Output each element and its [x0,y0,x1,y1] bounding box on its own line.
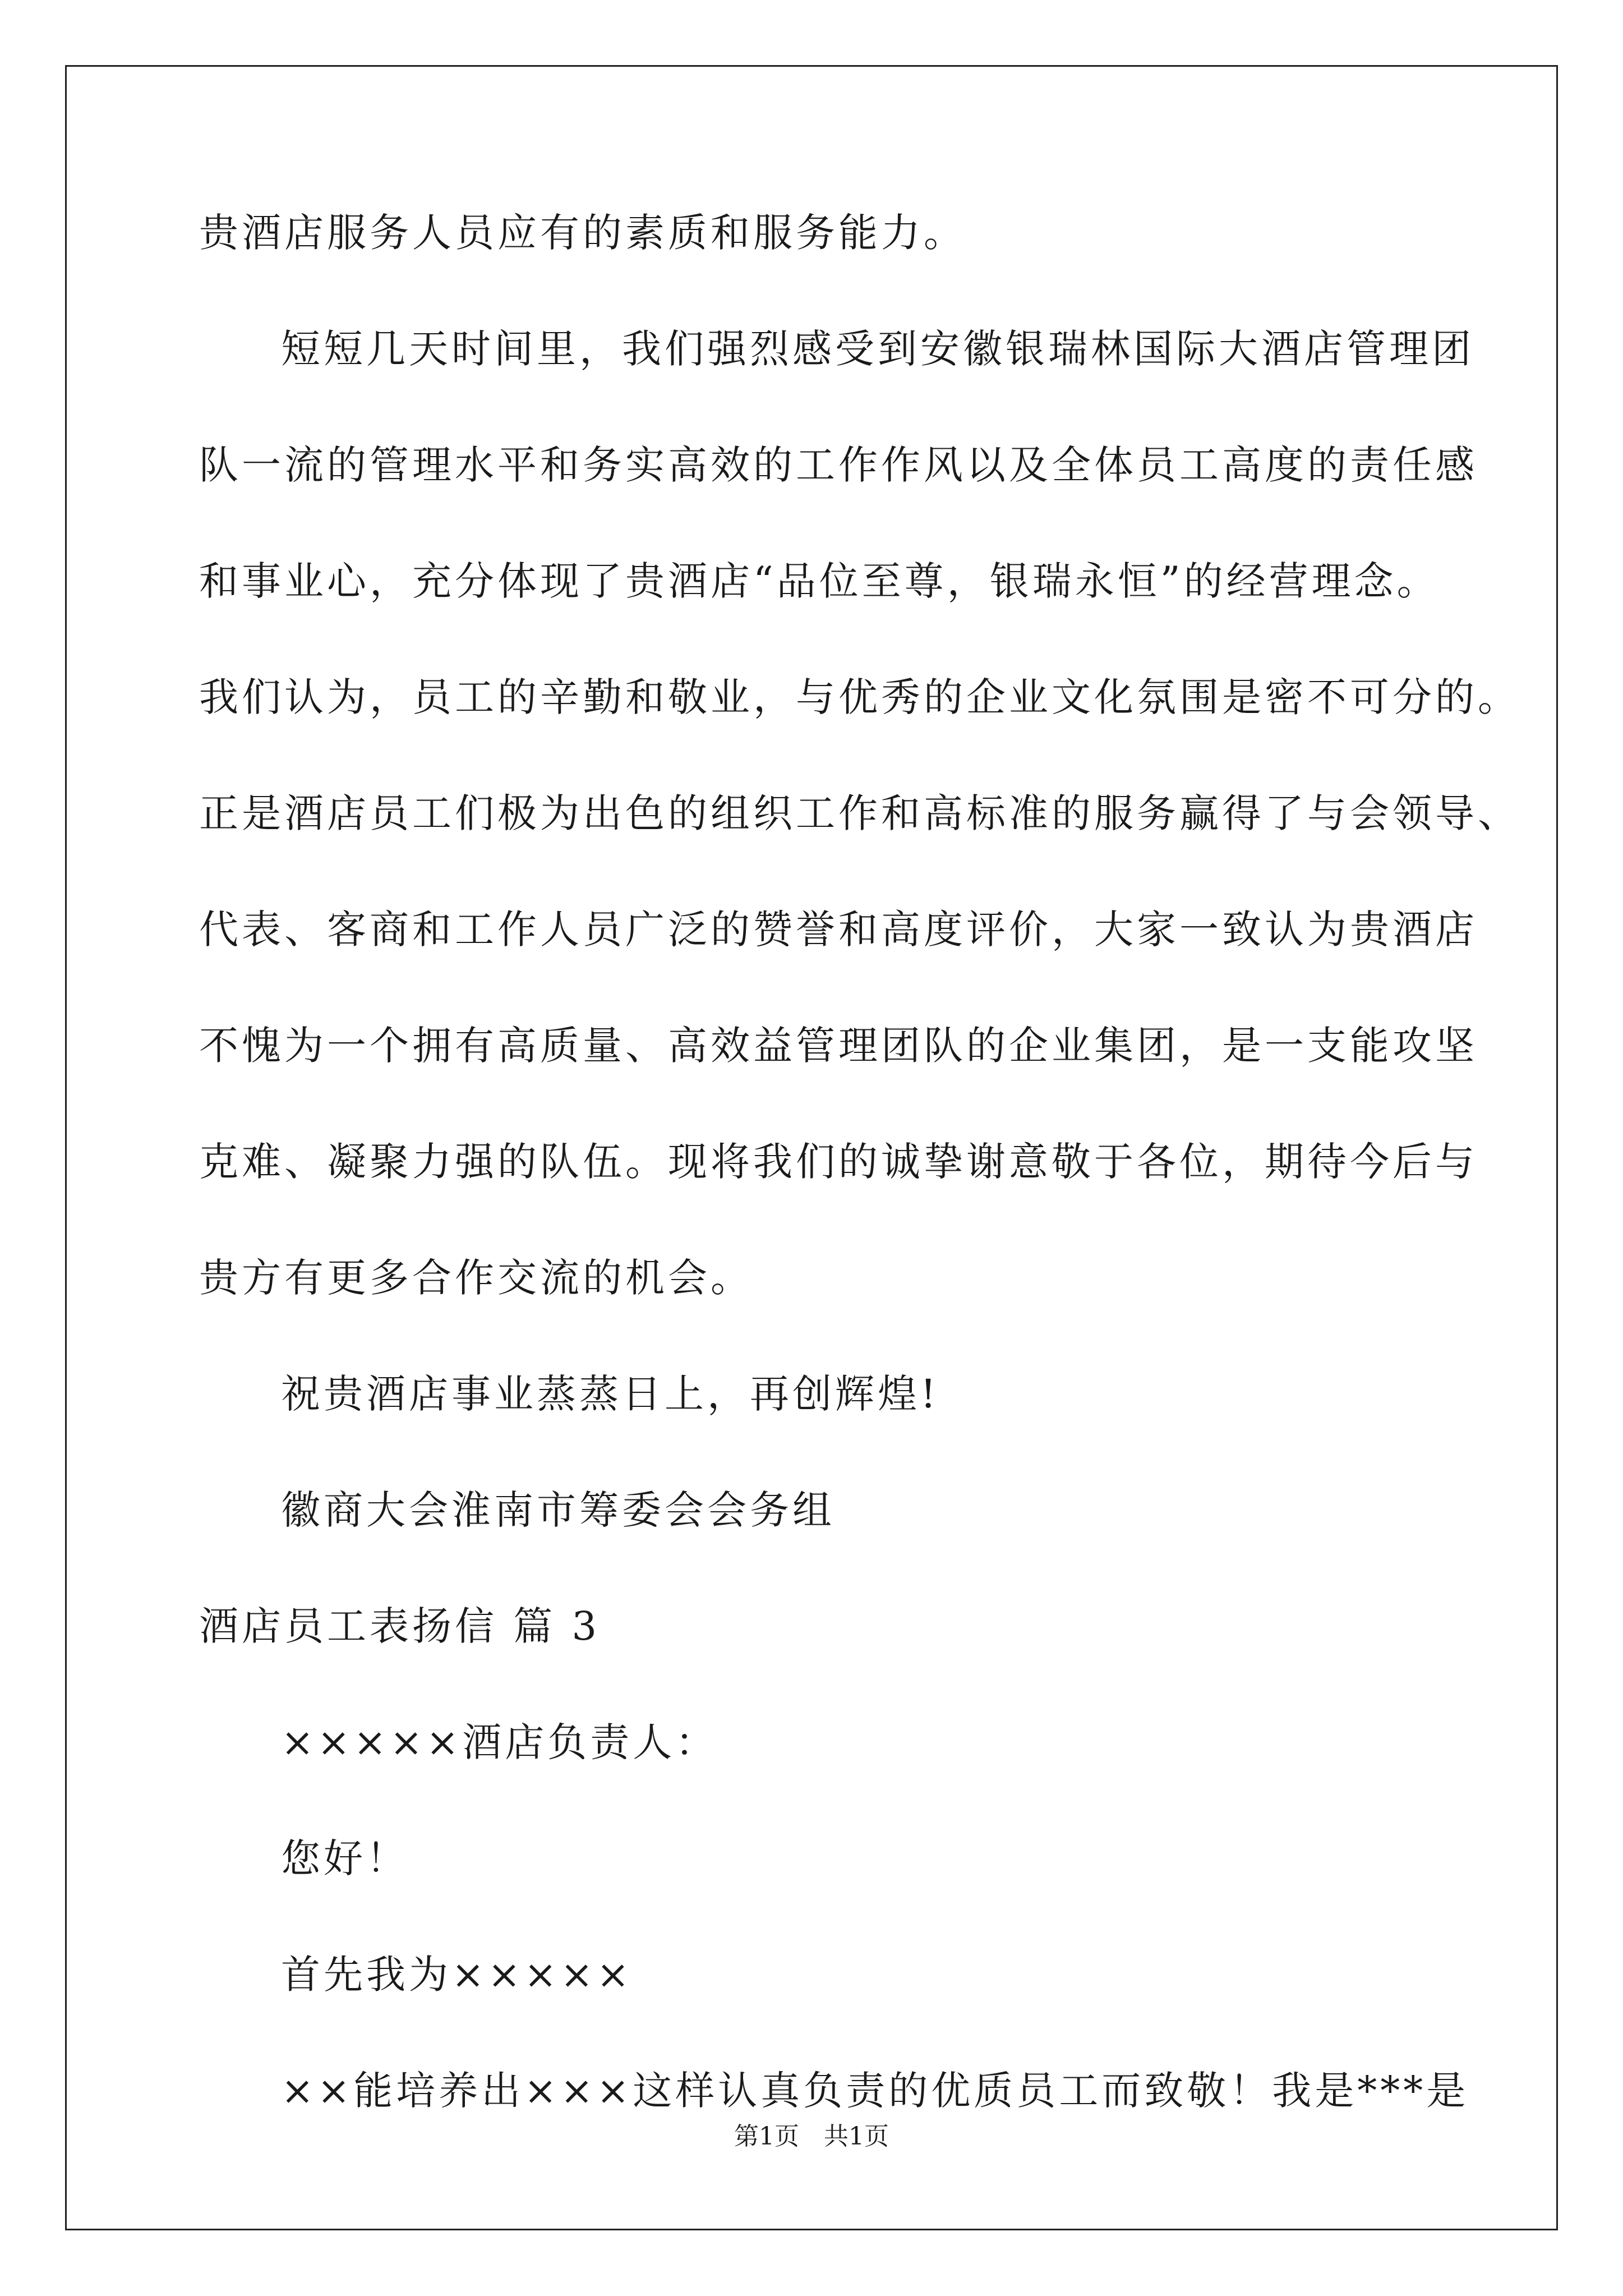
paragraph-line: 和事业心，充分体现了贵酒店“品位至尊，银瑞永恒”的经营理念。 [199,558,1440,604]
paragraph-line: 克难、凝聚力强的队伍。现将我们的诚挚谢意敬于各位，期待今后与 [199,1139,1478,1185]
paragraph-line: 代表、客商和工作人员广泛的赞誉和高度评价，大家一致认为贵酒店 [199,907,1478,953]
paragraph-line: 队一流的管理水平和务实高效的工作作风以及全体员工高度的责任感 [199,442,1478,488]
closing-wish: 祝贵酒店事业蒸蒸日上，再创辉煌! [281,1371,940,1417]
salutation: ×××××酒店负责人： [281,1719,718,1765]
signature-line: 徽商大会淮南市筹委会会务组 [281,1487,835,1533]
document-body [199,210,1520,2187]
paragraph-line: 贵酒店服务人员应有的素质和服务能力。 [199,210,966,256]
paragraph-line: 不愧为一个拥有高质量、高效益管理团队的企业集团，是一支能攻坚 [199,1023,1478,1069]
page-number: 第1页 共1页 [734,2122,889,2151]
paragraph-line: ××能培养出×××这样认真负责的优质员工而致敬！我是***是 [281,2068,1469,2114]
paragraph-line: 我们认为，员工的辛勤和敬业，与优秀的企业文化氛围是密不可分的。 [199,674,1520,720]
paragraph-line: 正是酒店员工们极为出色的组织工作和高标准的服务赢得了与会领导、 [199,790,1520,836]
greeting: 您好！ [281,1835,409,1881]
paragraph-line: 贵方有更多合作交流的机会。 [199,1255,753,1301]
section-heading: 酒店员工表扬信 篇 3 [199,1603,601,1649]
paragraph-line: 首先我为××××× [281,1952,633,1998]
paragraph-line: 短短几天时间里，我们强烈感受到安徽银瑞林国际大酒店管理团 [281,326,1474,372]
